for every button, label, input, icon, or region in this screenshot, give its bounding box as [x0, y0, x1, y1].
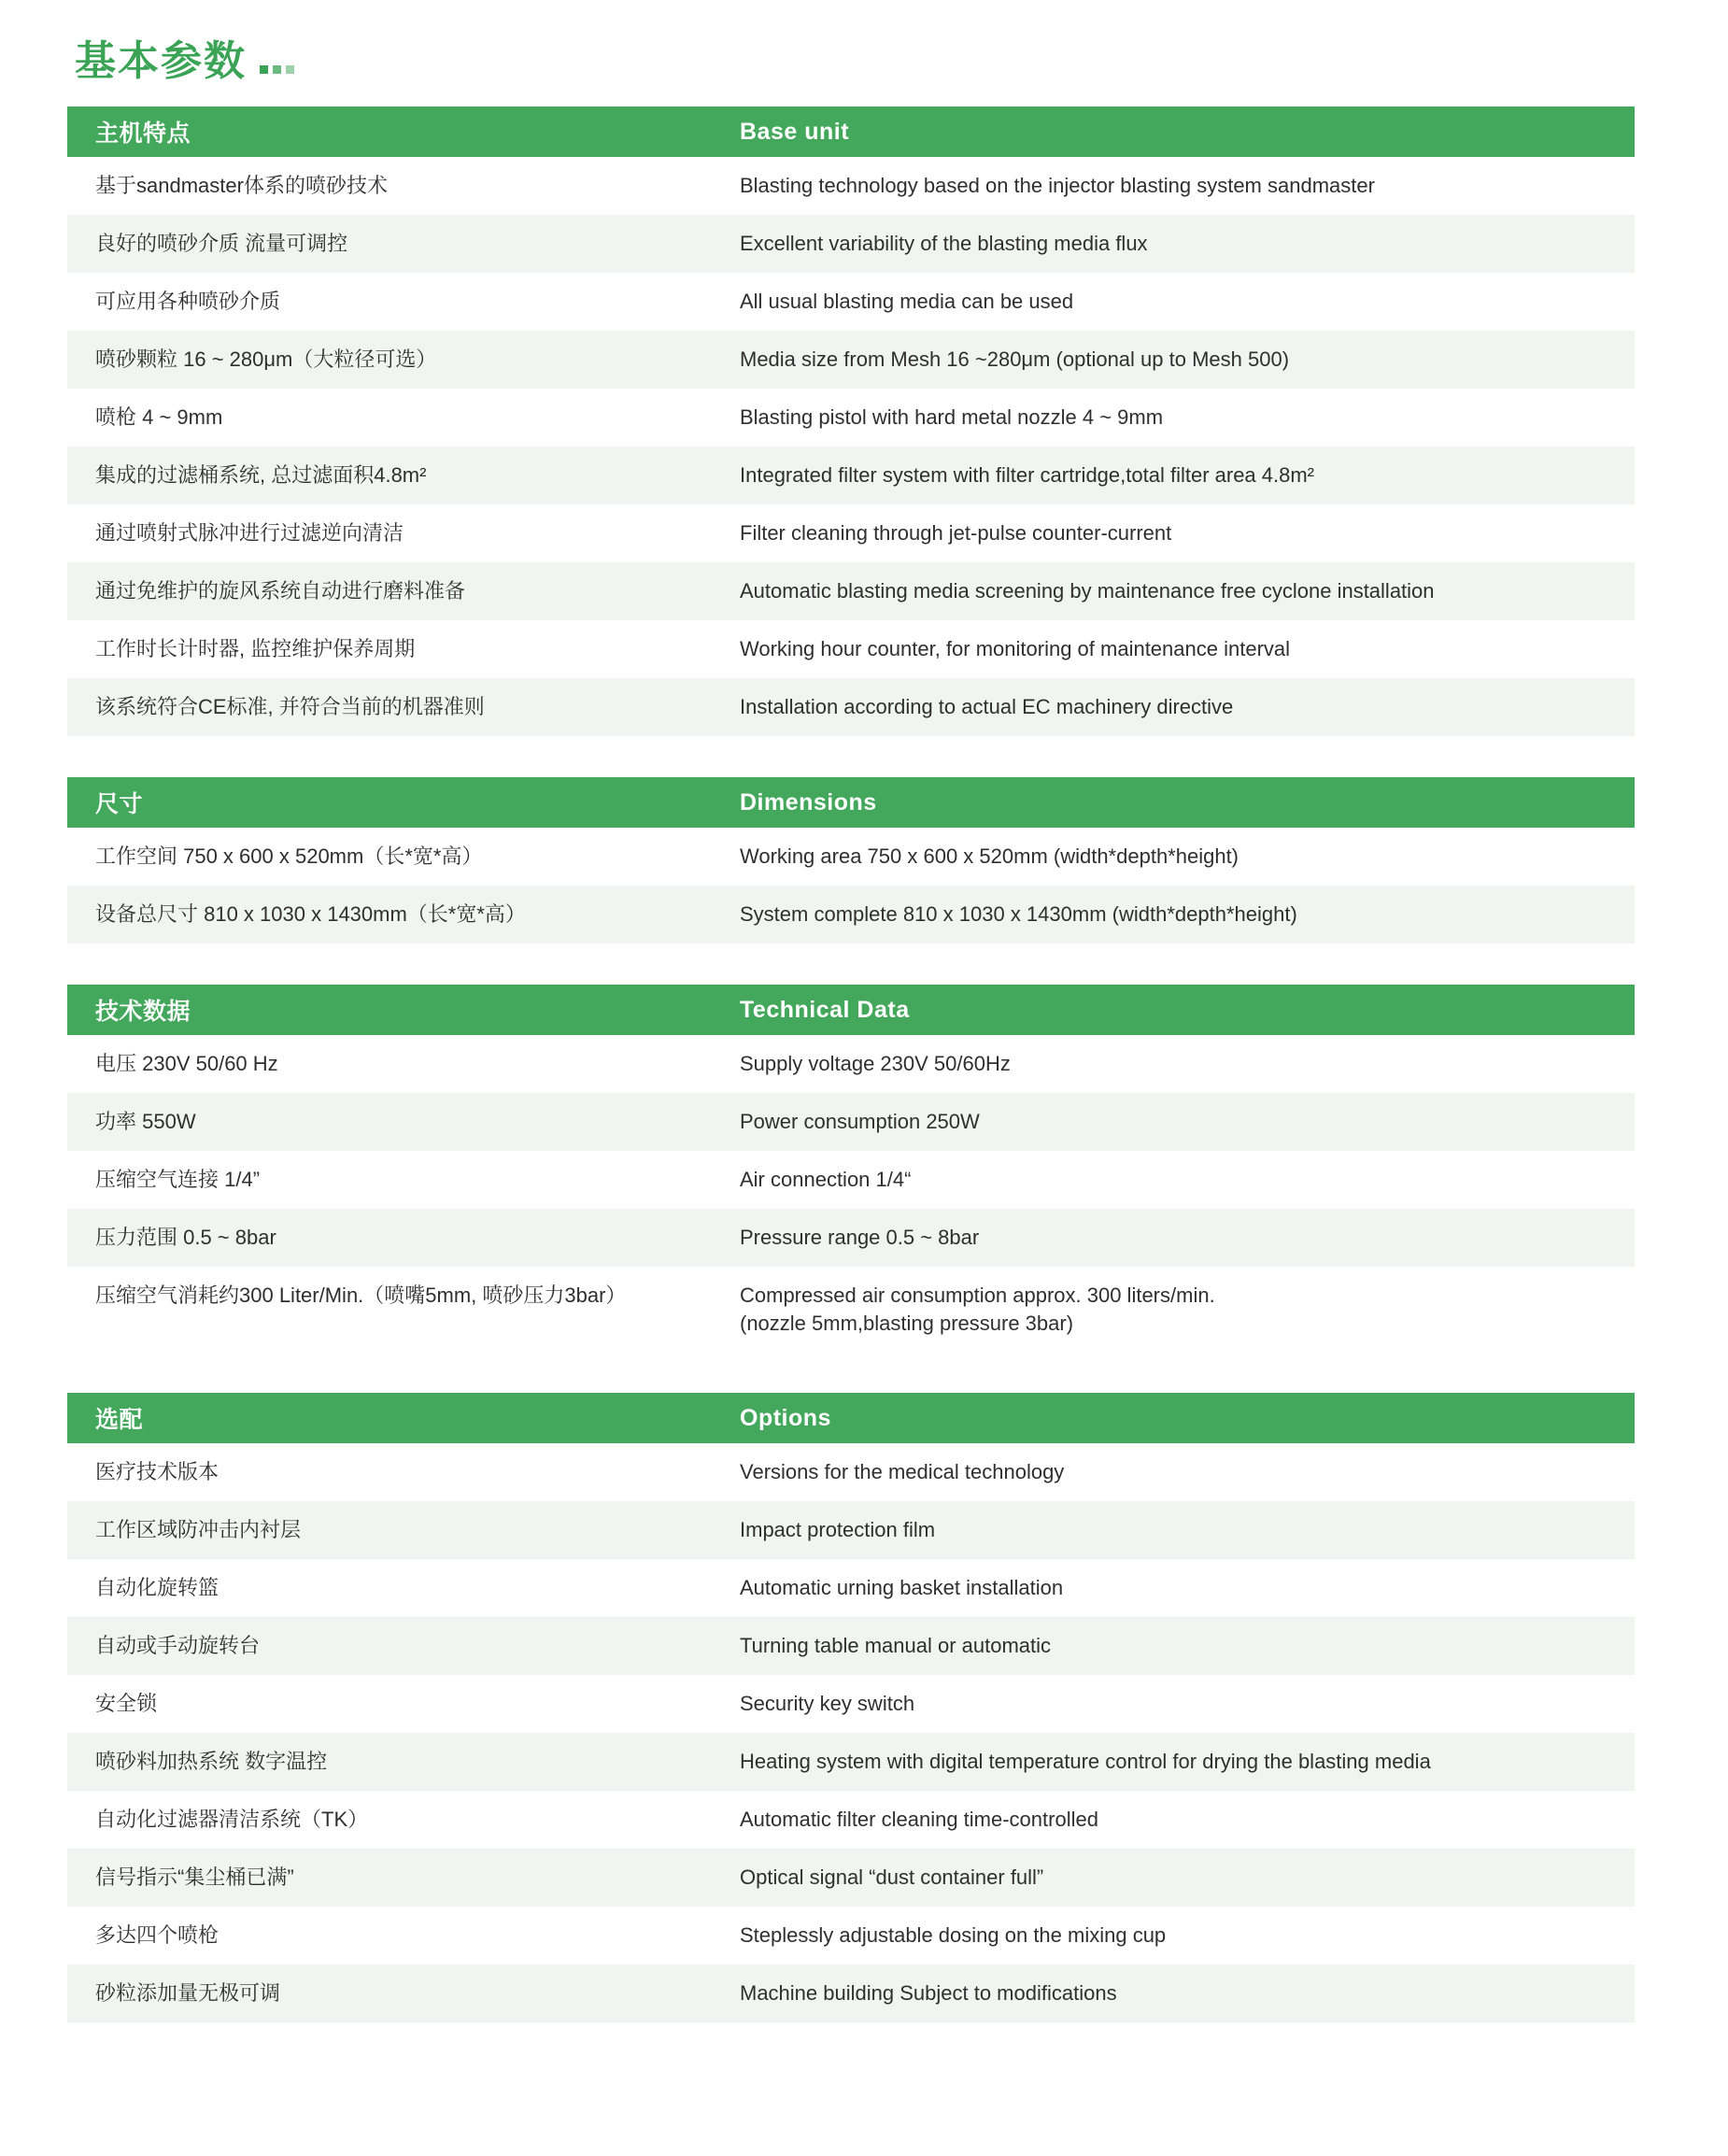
spec-cell-en-line: Heating system with digital temperature control for drying the blasting media — [740, 1750, 1431, 1774]
section-dimensions — [67, 777, 1635, 943]
spec-row — [67, 1965, 1635, 2022]
dot-icon — [260, 65, 268, 74]
spec-row — [67, 1093, 1635, 1151]
spec-cell-en-line: Pressure range 0.5 ~ 8bar — [740, 1226, 980, 1249]
spec-cell-cn: 砂粒添加量无极可调 — [95, 1981, 281, 2006]
spec-cell-en — [740, 1166, 1635, 1194]
spec-cell-en-line: Automatic blasting media screening by maintenance free cyclone installation — [740, 579, 1435, 603]
spec-cell-en-line: Power consumption 250W — [740, 1110, 980, 1133]
spec-cell-en — [740, 1282, 1635, 1337]
spec-cell-cn: 工作空间 750 x 600 x 520mm（长*宽*高） — [95, 844, 483, 868]
section-header-label-en: Dimensions — [740, 788, 877, 816]
spec-cell-en-line: Versions for the medical technology — [740, 1460, 1065, 1484]
spec-cell-cn: 通过喷射式脉冲进行过滤逆向清洁 — [95, 521, 404, 545]
page-title-row — [67, 28, 1635, 106]
spec-row — [67, 1151, 1635, 1209]
spec-cell-en-line: Installation according to actual EC machinery directive — [740, 695, 1234, 718]
spec-cell-cn: 喷枪 4 ~ 9mm — [95, 405, 223, 429]
spec-cell-en-line: Media size from Mesh 16 ~280μm (optional up to Mesh 500) — [740, 348, 1290, 371]
spec-cell-cn: 安全锁 — [95, 1692, 158, 1716]
spec-cell-en — [740, 1690, 1635, 1718]
spec-row — [67, 504, 1635, 562]
spec-row — [67, 1675, 1635, 1733]
spec-cell-en — [740, 346, 1635, 374]
spec-cell-en — [740, 635, 1635, 663]
spec-cell-cn: 自动化旋转篮 — [95, 1576, 220, 1600]
spec-cell-en — [740, 1806, 1635, 1834]
spec-row — [67, 1559, 1635, 1617]
spec-cell-en-line: Working hour counter, for monitoring of maintenance interval — [740, 637, 1291, 660]
spec-cell-cn: 工作时长计时器, 监控维护保养周期 — [95, 637, 416, 660]
section-header-label-en: Options — [740, 1404, 831, 1431]
spec-cell-en — [740, 693, 1635, 721]
spec-row — [67, 1267, 1635, 1352]
spec-row — [67, 1209, 1635, 1267]
spec-cell-en-line: Filter cleaning through jet-pulse counter-current — [740, 521, 1172, 545]
spec-cell-en-line: Air connection 1/4“ — [740, 1168, 912, 1191]
dot-icon — [286, 65, 294, 74]
spec-row — [67, 157, 1635, 215]
section-base-unit — [67, 106, 1635, 736]
spec-cell-cn: 该系统符合CE标准, 并符合当前的机器准则 — [95, 695, 485, 718]
spec-cell-en-line: Optical signal “dust container full” — [740, 1865, 1044, 1890]
section-header-label-cn: 选配 — [95, 1407, 144, 1434]
spec-cell-en-line: Impact protection film — [740, 1518, 936, 1542]
spec-cell-cn: 良好的喷砂介质 流量可调控 — [95, 232, 348, 255]
spec-cell-en — [740, 172, 1635, 200]
spec-cell-cn: 喷砂颗粒 16 ~ 280μm（大粒径可选） — [95, 348, 437, 371]
spec-row — [67, 389, 1635, 447]
spec-cell-en-line: Supply voltage 230V 50/60Hz — [740, 1052, 1011, 1075]
spec-cell-en-line: Turning table manual or automatic — [740, 1634, 1052, 1658]
spec-cell-en-line-2: (nozzle 5mm,blasting pressure 3bar) — [740, 1311, 1074, 1335]
spec-cell-en — [740, 1864, 1635, 1892]
spec-cell-en — [740, 461, 1635, 489]
section-header-technical-data — [67, 985, 1635, 1035]
section-header-label-cn: 技术数据 — [95, 999, 191, 1025]
spec-cell-en — [740, 1574, 1635, 1602]
spec-row — [67, 1501, 1635, 1559]
spec-cell-en — [740, 288, 1635, 316]
spec-row — [67, 678, 1635, 736]
spec-cell-en-line: Machine building Subject to modifications — [740, 1981, 1117, 2006]
spec-cell-en — [740, 577, 1635, 605]
section-header-options — [67, 1393, 1635, 1443]
spec-cell-cn: 压缩空气消耗约300 Liter/Min.（喷嘴5mm, 喷砂压力3bar） — [95, 1284, 627, 1307]
spec-cell-cn: 工作区域防冲击内衬层 — [95, 1518, 302, 1542]
spec-cell-cn: 电压 230V 50/60 Hz — [95, 1052, 278, 1075]
spec-cell-en — [740, 901, 1635, 929]
spec-cell-en — [740, 1458, 1635, 1486]
spec-row — [67, 1443, 1635, 1501]
spec-cell-cn: 压缩空气连接 1/4” — [95, 1168, 261, 1191]
spec-cell-cn: 多达四个喷枪 — [95, 1923, 220, 1948]
spec-row — [67, 562, 1635, 620]
spec-cell-en-line: Blasting pistol with hard metal nozzle 4 ~ 9mm — [740, 405, 1164, 429]
spec-row — [67, 1791, 1635, 1849]
page-title: 基本参数 — [75, 38, 247, 84]
spec-cell-cn: 信号指示“集尘桶已满” — [95, 1865, 294, 1890]
spec-cell-en-line: Working area 750 x 600 x 520mm (width*depth*height) — [740, 844, 1239, 868]
spec-cell-cn: 喷砂料加热系统 数字温控 — [95, 1750, 328, 1774]
spec-cell-en — [740, 1979, 1635, 2007]
spec-cell-cn: 医疗技术版本 — [95, 1460, 220, 1484]
spec-row — [67, 1849, 1635, 1907]
spec-cell-en — [740, 1922, 1635, 1950]
spec-cell-en-line: Excellent variability of the blasting media flux — [740, 232, 1148, 255]
spec-cell-en — [740, 1224, 1635, 1252]
spec-row — [67, 447, 1635, 504]
spec-row — [67, 620, 1635, 678]
section-header-dimensions — [67, 777, 1635, 828]
spec-cell-cn: 可应用各种喷砂介质 — [95, 290, 281, 313]
section-header-label-cn: 主机特点 — [95, 121, 191, 147]
spec-row — [67, 1733, 1635, 1791]
spec-cell-cn: 功率 550W — [95, 1110, 196, 1133]
spec-cell-en — [740, 843, 1635, 871]
spec-row — [67, 886, 1635, 943]
spec-row — [67, 1035, 1635, 1093]
dot-icon — [273, 65, 281, 74]
spec-cell-en — [740, 1050, 1635, 1078]
spec-cell-en-line: Security key switch — [740, 1692, 915, 1716]
sections-container — [67, 106, 1635, 2022]
spec-cell-en-line: System complete 810 x 1030 x 1430mm (width*depth*height) — [740, 902, 1297, 926]
spec-cell-en-line: Automatic filter cleaning time-controlled — [740, 1808, 1098, 1832]
spec-cell-cn: 自动化过滤器清洁系统（TK） — [95, 1808, 369, 1832]
section-technical-data — [67, 985, 1635, 1352]
spec-row — [67, 1907, 1635, 1965]
spec-cell-en — [740, 1748, 1635, 1776]
spec-cell-en-line: Blasting technology based on the injector blasting system sandmaster — [740, 174, 1375, 197]
section-header-base-unit — [67, 106, 1635, 157]
spec-cell-en — [740, 519, 1635, 547]
spec-cell-en — [740, 404, 1635, 432]
spec-cell-cn: 基于sandmaster体系的喷砂技术 — [95, 174, 388, 197]
section-header-label-en: Base unit — [740, 118, 850, 145]
spec-row — [67, 273, 1635, 331]
spec-cell-cn: 自动或手动旋转台 — [95, 1634, 261, 1658]
section-header-label-en: Technical Data — [740, 996, 910, 1023]
section-header-label-cn: 尺寸 — [95, 791, 144, 817]
spec-cell-en-line: All usual blasting media can be used — [740, 290, 1074, 313]
spec-cell-cn: 通过免维护的旋风系统自动进行磨料准备 — [95, 579, 466, 603]
spec-row — [67, 215, 1635, 273]
spec-cell-en — [740, 1632, 1635, 1660]
spec-cell-en-line: Automatic urning basket installation — [740, 1576, 1064, 1600]
title-decoration-dots — [260, 65, 294, 82]
spec-cell-en — [740, 1108, 1635, 1136]
spec-cell-cn: 压力范围 0.5 ~ 8bar — [95, 1226, 276, 1249]
spec-cell-en-line: Compressed air consumption approx. 300 liters/min. — [740, 1284, 1215, 1307]
spec-cell-cn: 集成的过滤桶系统, 总过滤面积4.8m² — [95, 463, 427, 487]
spec-cell-cn: 设备总尺寸 810 x 1030 x 1430mm（长*宽*高） — [95, 902, 526, 926]
spec-cell-en-line: Integrated filter system with filter cartridge,total filter area 4.8m² — [740, 463, 1315, 487]
spec-row — [67, 1617, 1635, 1675]
section-options — [67, 1393, 1635, 2022]
spec-row — [67, 331, 1635, 389]
spec-cell-en — [740, 230, 1635, 258]
spec-row — [67, 828, 1635, 886]
spec-cell-en-line: Steplessly adjustable dosing on the mixing cup — [740, 1923, 1167, 1948]
spec-cell-en — [740, 1516, 1635, 1544]
